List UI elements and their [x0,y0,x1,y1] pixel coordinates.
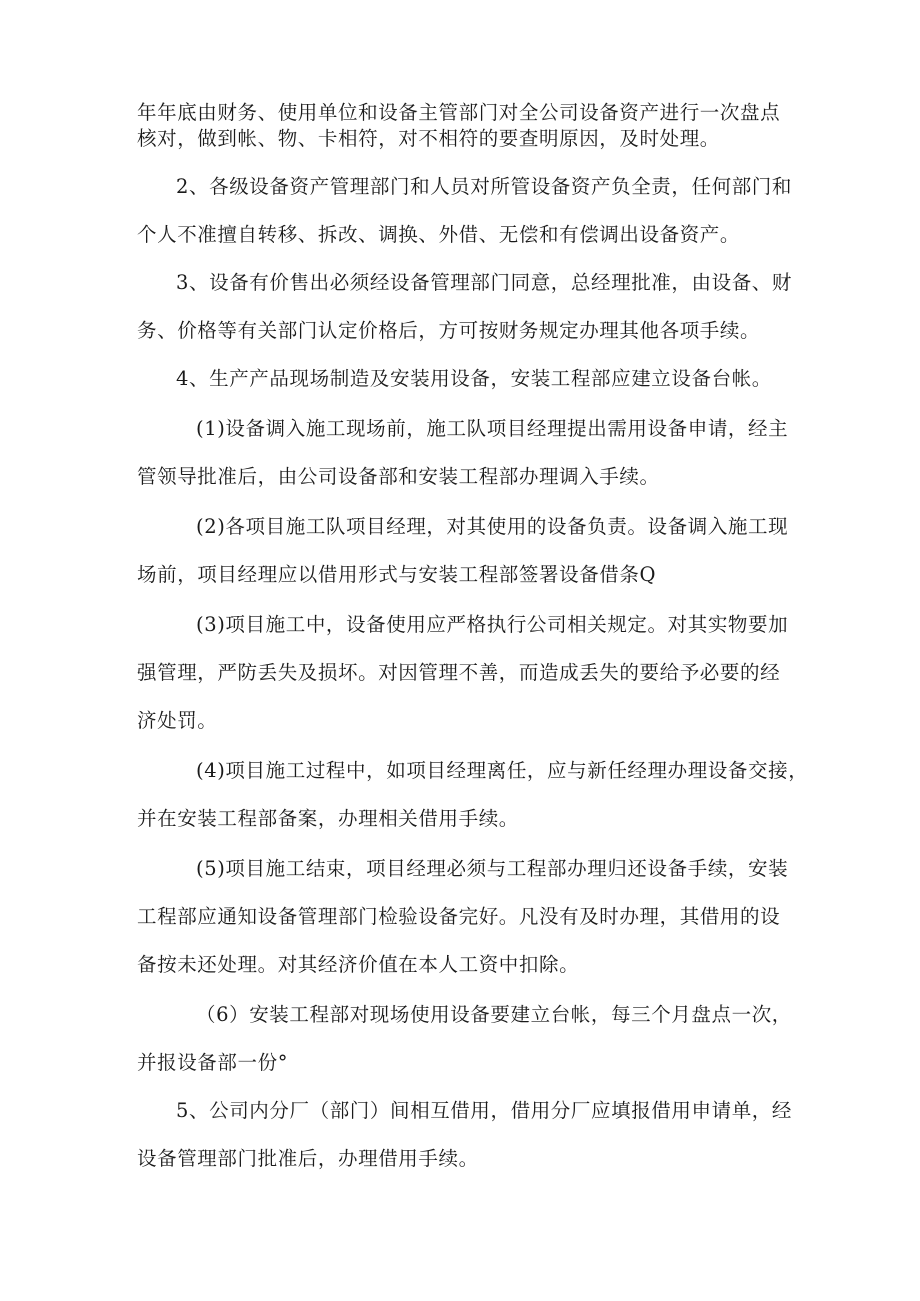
text-line: (5)项目施工结束，项目经理必须与工程部办理归还设备手续，安装 [196,857,789,880]
text-line: 管领导批准后，由公司设备部和安装工程部办理调入手续。 [137,465,660,488]
text-line: 5、公司内分厂（部门）间相互借用，借用分厂应填报借用申请单，经 [176,1099,793,1122]
text-line: 济处罚。 [137,709,218,732]
text-line: （6）安装工程部对现场使用设备要建立台帐，每三个月盘点一次， [196,1003,792,1026]
text-line: 备按未还处理。对其经济价值在本人工资中扣除。 [137,953,580,976]
text-line: 工程部应通知设备管理部门检验设备完好。凡没有及时办理，其借用的设 [137,905,781,928]
text-line: 场前，项目经理应以借用形式与安装工程部签署设备借条Q [137,563,657,586]
text-line: 年年底由财务、使用单位和设备主管部门对全公司设备资产进行一次盘点 [137,101,781,124]
text-line: 并在安装工程部备案，办理相关借用手续。 [137,807,519,830]
text-line: 3、设备有价售出必须经设备管理部门同意，总经理批准，由设备、财 [176,271,793,294]
text-line: (1)设备调入施工现场前，施工队项目经理提出需用设备申请，经主 [196,417,789,440]
text-line: 强管理，严防丢失及损坏。对因管理不善，而造成丢失的要给予必要的经 [137,661,781,684]
text-line: 4、生产产品现场制造及安装用设备，安装工程部应建立设备台帐。 [176,367,772,390]
text-line: 务、价格等有关部门认定价格后，方可按财务规定办理其他各项手续。 [137,319,761,342]
text-line: 个人不准擅自转移、拆改、调换、外借、无偿和有偿调出设备资产。 [137,223,741,246]
text-line: 并报设备部一份° [137,1051,289,1074]
text-line: (3)项目施工中，设备使用应严格执行公司相关规定。对其实物要加 [196,613,789,636]
text-line: 核对，做到帐、物、卡相符，对不相符的要查明原因，及时处理。 [137,127,720,150]
text-line: (4)项目施工过程中，如项目经理离任，应与新任经理办理设备交接， [196,759,809,782]
text-line: 设备管理部门批准后，办理借用手续。 [137,1147,479,1170]
text-line: 2、各级设备资产管理部门和人员对所管设备资产负全责，任何部门和 [176,175,793,198]
text-line: (2)各项目施工队项目经理，对其使用的设备负责。设备调入施工现 [196,515,789,538]
